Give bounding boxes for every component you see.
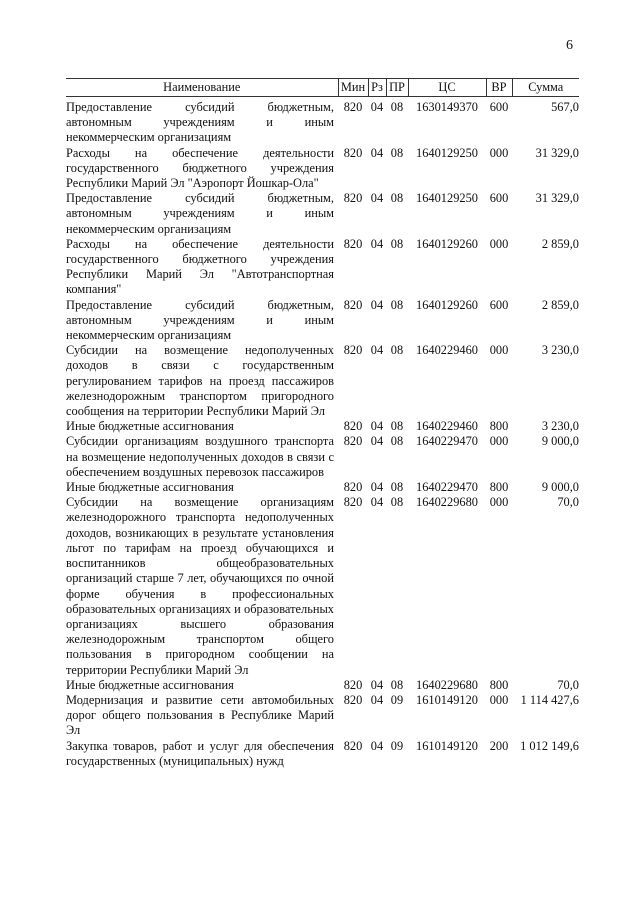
budget-table [66, 78, 579, 769]
row-name: Иные бюджетные ассигнования [66, 480, 234, 495]
row-min: 820 [343, 297, 363, 312]
row-vr: 000 [489, 692, 509, 707]
row-cs: 1610149120 [416, 692, 478, 707]
row-cs: 1640229460 [416, 419, 478, 434]
table-row [66, 191, 579, 237]
row-min: 820 [343, 738, 363, 753]
row-vr: 000 [489, 495, 509, 510]
header-sum: Сумма [512, 79, 579, 97]
header-name: Наименование [66, 79, 338, 97]
table-row [66, 419, 579, 434]
table-body [66, 97, 579, 769]
row-pr: 08 [390, 480, 404, 495]
row-name: Модернизация и развитие сети автомобильных дорог общего пользования в Республике Марий Эл [66, 692, 334, 738]
row-pr: 08 [390, 297, 404, 312]
row-rz: 04 [370, 343, 384, 358]
row-sum: 1 114 427,6 [520, 692, 579, 707]
row-name: Расходы на обеспечение деятельности государственного бюджетного учреждения Республики Марий Эл "Автотранспортная компания" [66, 236, 334, 297]
row-sum: 1 012 149,6 [520, 738, 579, 753]
row-min: 820 [343, 145, 363, 160]
row-cs: 1640229680 [416, 495, 478, 510]
table-header-row [66, 79, 579, 97]
row-sum: 567,0 [551, 100, 579, 114]
row-pr: 08 [390, 145, 404, 160]
header-vr: ВР [486, 79, 512, 97]
row-pr: 08 [390, 343, 404, 358]
row-pr: 08 [390, 100, 404, 114]
page-number: 6 [566, 38, 573, 53]
row-rz: 04 [370, 419, 384, 434]
row-vr: 600 [489, 100, 509, 114]
row-sum: 9 000,0 [541, 480, 579, 495]
row-rz: 04 [370, 434, 384, 449]
row-name: Субсидии на возмещение недополученных доходов в связи с государственным регулированием тарифов на проезд пассажиров железнодорожным транспортом пригородного сообщения на территории Республики Марий Эл [66, 343, 334, 419]
row-min: 820 [343, 343, 363, 358]
row-name: Предоставление субсидий бюджетным, автономным учреждениям и иным некоммерческим организациям [66, 191, 334, 236]
row-name: Предоставление субсидий бюджетным, автономным учреждениям и иным некоммерческим организациям [66, 297, 334, 343]
row-sum: 31 329,0 [535, 191, 579, 206]
row-cs: 1640129260 [416, 297, 478, 312]
row-pr: 08 [390, 677, 404, 692]
table-row [66, 480, 579, 495]
header-min: Мин [338, 79, 368, 97]
row-min: 820 [343, 480, 363, 495]
row-name: Расходы на обеспечение деятельности государственного бюджетного учреждения Республики Марий Эл "Аэропорт Йошкар-Ола" [66, 145, 334, 191]
row-min: 820 [343, 434, 363, 449]
row-min: 820 [343, 191, 363, 206]
row-pr: 08 [390, 434, 404, 449]
table-row [66, 434, 579, 480]
row-name: Субсидии организациям воздушного транспорта на возмещение недополученных доходов в связи с обеспечением воздушных перевозок пассажиров [66, 434, 334, 479]
row-vr: 200 [489, 738, 509, 753]
row-name: Закупка товаров, работ и услуг для обеспечения государственных (муниципальных) нужд [66, 738, 334, 768]
row-vr: 800 [489, 677, 509, 692]
table-row [66, 495, 579, 677]
row-cs: 1640229460 [416, 343, 478, 358]
header-pr: ПР [386, 79, 408, 97]
row-vr: 000 [489, 343, 509, 358]
row-pr: 09 [390, 738, 404, 753]
row-rz: 04 [370, 692, 384, 707]
row-sum: 9 000,0 [541, 434, 579, 449]
row-vr: 800 [489, 480, 509, 495]
row-pr: 09 [390, 692, 404, 707]
table-row [66, 678, 579, 693]
row-cs: 1640129250 [416, 191, 478, 206]
row-pr: 08 [390, 236, 404, 251]
row-pr: 08 [390, 495, 404, 510]
table-row [66, 97, 579, 146]
row-rz: 04 [370, 100, 384, 114]
row-vr: 800 [489, 419, 509, 434]
row-sum: 3 230,0 [541, 343, 579, 358]
row-min: 820 [343, 100, 363, 114]
row-pr: 08 [390, 191, 404, 206]
row-cs: 1640229680 [416, 677, 478, 692]
row-sum: 31 329,0 [535, 145, 579, 160]
row-name: Иные бюджетные ассигнования [66, 419, 234, 434]
row-vr: 000 [489, 236, 509, 251]
row-sum: 2 859,0 [541, 236, 579, 251]
row-rz: 04 [370, 677, 384, 692]
row-vr: 600 [489, 191, 509, 206]
row-rz: 04 [370, 297, 384, 312]
row-cs: 1640229470 [416, 480, 478, 495]
row-min: 820 [343, 495, 363, 510]
row-cs: 1640129250 [416, 145, 478, 160]
row-rz: 04 [370, 480, 384, 495]
header-rz: Рз [368, 79, 386, 97]
row-cs: 1630149370 [416, 100, 478, 114]
row-min: 820 [343, 419, 363, 434]
row-rz: 04 [370, 191, 384, 206]
row-rz: 04 [370, 236, 384, 251]
table-row [66, 693, 579, 739]
table-row [66, 343, 579, 419]
table-row [66, 298, 579, 344]
row-sum: 70,0 [557, 495, 579, 510]
row-min: 820 [343, 677, 363, 692]
table-row [66, 739, 579, 769]
row-cs: 1640129260 [416, 236, 478, 251]
row-name: Предоставление субсидий бюджетным, автономным учреждениям и иным некоммерческим организациям [66, 100, 334, 145]
row-name: Иные бюджетные ассигнования [66, 677, 234, 692]
row-cs: 1610149120 [416, 738, 478, 753]
row-pr: 08 [390, 419, 404, 434]
row-vr: 000 [489, 145, 509, 160]
row-vr: 600 [489, 297, 509, 312]
row-sum: 3 230,0 [541, 419, 579, 434]
row-sum: 70,0 [557, 677, 579, 692]
row-min: 820 [343, 236, 363, 251]
row-sum: 2 859,0 [541, 297, 579, 312]
table-row [66, 146, 579, 192]
row-min: 820 [343, 692, 363, 707]
row-vr: 000 [489, 434, 509, 449]
row-rz: 04 [370, 738, 384, 753]
table-row [66, 237, 579, 298]
row-rz: 04 [370, 145, 384, 160]
row-cs: 1640229470 [416, 434, 478, 449]
row-name: Субсидии на возмещение организациям железнодорожного транспорта недополученных доходов, возникающих в результате установления льгот по тарифам на проезд обучающихся и воспитанников общеобразовательных организаций старше 7 лет, обучающихся по очной форме обучения в профессиональных образовательных организациях и образовательных организациях высшего образования железнодорожным транспортом общего пользования в пригородном сообщении на территории Республики Марий Эл [66, 495, 334, 677]
row-rz: 04 [370, 495, 384, 510]
header-cs: ЦС [408, 79, 486, 97]
